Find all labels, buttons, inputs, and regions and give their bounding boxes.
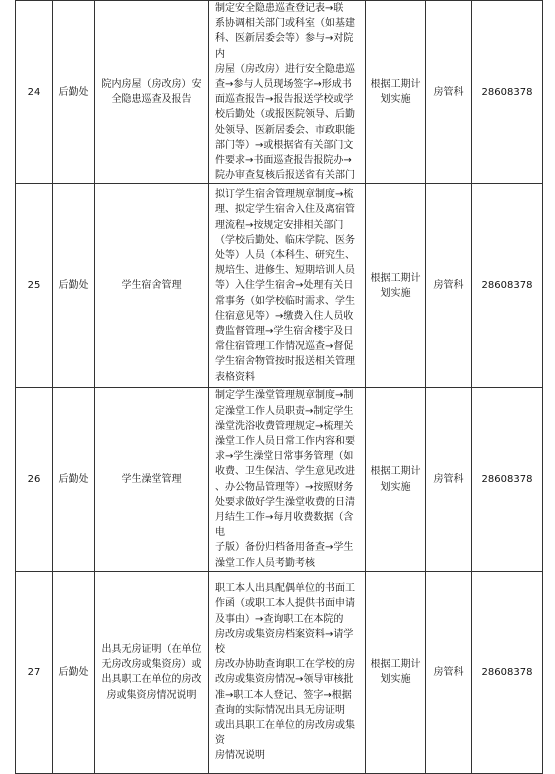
contact-phone: 28608378 xyxy=(472,1,543,184)
process-description: 职工本人出具配偶单位的书面工 作函（或职工本人提供书面申请 及事由）→查询职工在本院的 房改房或集资房档案资料→请学校 房改办协助查询职工在学校的房 改房或集资房情况→领导审核批 准→职工本人登记、签字→根据 查询的实际情况出具无房证明 或出具职工在单位的房改房或集资 房情况说明 xyxy=(209,571,366,773)
item-name: 学生宿舍管理 xyxy=(95,184,209,388)
table-row xyxy=(16,571,543,773)
process-description: 制定安全隐患巡查登记表→联 系协调相关部门或科室（如基建 科、医新居委会等）参与→对院内 房屋（房改房）进行安全隐患巡 查→参与人员现场签字→形成书 面巡查报告→报告报送学校或学 校后勤处（或报医院领导、后勤 处领导、医新居委会、市政职能 部门等）→或根据省有关部门文 件要求→书面巡查报告报院办→ 院办审查复核后报送省有关部门 xyxy=(209,1,366,184)
responsible-office: 房管科 xyxy=(426,1,472,184)
item-name: 院内房屋（房改房）安全隐患巡查及报告 xyxy=(95,1,209,184)
department: 后勤处 xyxy=(53,388,95,571)
table-row xyxy=(16,1,543,184)
contact-phone: 28608378 xyxy=(472,388,543,571)
responsible-office: 房管科 xyxy=(426,388,472,571)
process-description: 制定学生澡堂管理规章制度→制 定澡堂工作人员职责→制定学生 澡堂洗浴收费管理规定→梳理关 澡堂工作人员日常工作内容和要 求→学生澡堂日常事务管理（如 收费、卫生保洁、学生意见改进 、办公物品管理等）→按照财务 处要求做好学生澡堂收费的日清 月结生工作→每月收费数据（含电 子版）备份归档备用备查→学生 澡堂工作人员考勤考核 xyxy=(209,388,366,571)
contact-phone: 28608378 xyxy=(472,184,543,388)
time-limit: 根据工期计划实施 xyxy=(366,1,426,184)
row-number: 26 xyxy=(16,388,53,571)
table-row xyxy=(16,184,543,388)
time-limit: 根据工期计划实施 xyxy=(366,571,426,773)
time-limit: 根据工期计划实施 xyxy=(366,388,426,571)
responsible-office: 房管科 xyxy=(426,184,472,388)
time-limit: 根据工期计划实施 xyxy=(366,184,426,388)
responsible-office: 房管科 xyxy=(426,571,472,773)
row-number: 25 xyxy=(16,184,53,388)
item-name: 学生澡堂管理 xyxy=(95,388,209,571)
table-row xyxy=(16,388,543,571)
service-table xyxy=(15,0,543,774)
row-number: 24 xyxy=(16,1,53,184)
contact-phone: 28608378 xyxy=(472,571,543,773)
process-description: 拟订学生宿舍管理规章制度→梳 理、拟定学生宿舍入住及离宿管 理流程→按规定安排相关部门 （学校后勤处、临床学院、医务 处等）人员（本科生、研究生、 规培生、进修生、短期培训人员 等）入住学生宿舍→处理有关日 常事务（如学校临时需求、学生 住宿意见等）→缴费入住人员收 费监督管理→学生宿舍楼宇及日 常住宿管理工作情况巡查→督促 学生宿舍物管按时报送相关管理 表格资料 xyxy=(209,184,366,388)
department: 后勤处 xyxy=(53,1,95,184)
department: 后勤处 xyxy=(53,571,95,773)
row-number: 27 xyxy=(16,571,53,773)
department: 后勤处 xyxy=(53,184,95,388)
item-name: 出具无房证明（在单位无房改房或集资房）或出具职工在单位的房改房或集资房情况说明 xyxy=(95,571,209,773)
